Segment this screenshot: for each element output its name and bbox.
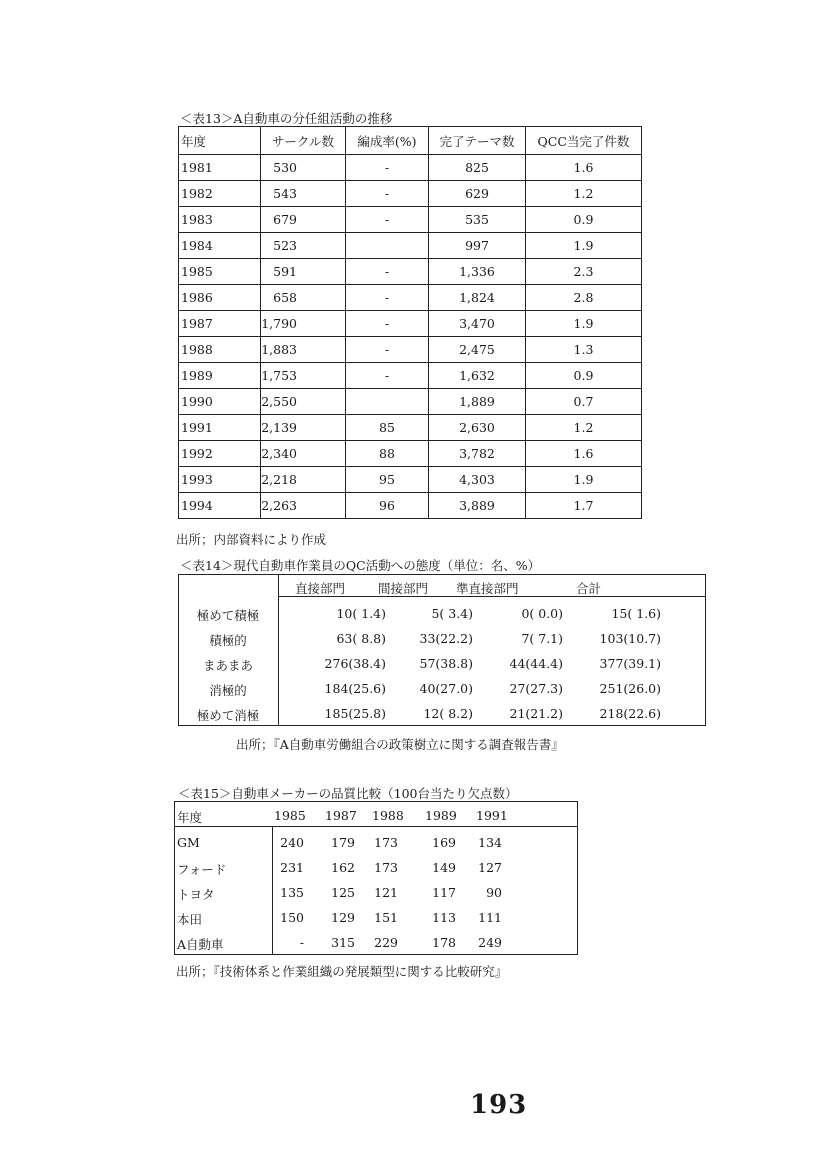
table15-row-label: フォード [177, 862, 227, 877]
table-cell: 377(39.1) [599, 656, 661, 671]
table-cell: 184(25.6) [324, 681, 386, 696]
page-number: 193 [470, 1090, 528, 1120]
table15-header-rule [174, 826, 577, 827]
table-cell: 162 [331, 860, 355, 875]
table13-header-themes: 完了テーマ数 [429, 127, 526, 155]
table-cell: 2,263 [261, 493, 346, 519]
table-cell: 1,753 [261, 363, 346, 389]
table14-row-label: 極めて消極 [196, 708, 260, 723]
table-cell: 1981 [179, 155, 261, 181]
table14-caption: ＜表14＞現代自動車作業員のQC活動への態度（単位：名、%） [180, 558, 541, 573]
table-cell: 591 [261, 259, 346, 285]
table-cell: 1,632 [429, 363, 526, 389]
table-cell: 535 [429, 207, 526, 233]
table-cell: 1,883 [261, 337, 346, 363]
table-cell: 111 [478, 910, 502, 925]
table-cell: 90 [486, 885, 502, 900]
table-cell: 0.9 [526, 363, 642, 389]
table-cell: 121 [374, 885, 398, 900]
table-cell: 63( 8.8) [336, 631, 386, 646]
table-cell: 88 [346, 441, 429, 467]
table-cell: 135 [280, 885, 304, 900]
table-cell: 1.7 [526, 493, 642, 519]
table-cell: 21(21.2) [509, 706, 563, 721]
table-cell: 15( 1.6) [611, 606, 661, 621]
table-cell: 1989 [179, 363, 261, 389]
table-cell: 1.6 [526, 441, 642, 467]
table-cell: 0( 0.0) [521, 606, 563, 621]
table-cell: 3,470 [429, 311, 526, 337]
table-cell: 2,630 [429, 415, 526, 441]
table-cell: 1.9 [526, 311, 642, 337]
table-row [179, 337, 642, 363]
table-cell: 7( 7.1) [521, 631, 563, 646]
table-cell: 229 [374, 935, 398, 950]
table-row [179, 207, 642, 233]
table-row [179, 467, 642, 493]
table-cell [346, 233, 429, 259]
table-row [179, 181, 642, 207]
table15-row-label: トヨタ [177, 887, 215, 902]
table14-row-label: 極めて積極 [196, 608, 260, 623]
table13-source: 出所；内部資料により作成 [176, 532, 327, 547]
table-cell: 1.9 [526, 467, 642, 493]
table-cell: 658 [261, 285, 346, 311]
table14-header-indirect: 間接部門 [378, 581, 429, 596]
table-cell: 825 [429, 155, 526, 181]
table-cell: 40(27.0) [419, 681, 473, 696]
table-cell: 117 [432, 885, 456, 900]
table-row [179, 155, 642, 181]
table-cell: 240 [280, 835, 304, 850]
table-cell: 523 [261, 233, 346, 259]
table-cell: 125 [331, 885, 355, 900]
table-row [179, 389, 642, 415]
table-cell: 85 [346, 415, 429, 441]
table-cell: - [346, 337, 429, 363]
table-cell: 96 [346, 493, 429, 519]
table13-header-circles: サークル数 [261, 127, 346, 155]
table-cell: 95 [346, 467, 429, 493]
table-cell: - [346, 311, 429, 337]
table-cell: 1993 [179, 467, 261, 493]
table-cell: 33(22.2) [419, 631, 473, 646]
table-cell: 0.9 [526, 207, 642, 233]
table14-header-total: 合計 [576, 581, 602, 596]
table-cell: - [346, 181, 429, 207]
table-cell: 1,889 [429, 389, 526, 415]
table-cell: 2,139 [261, 415, 346, 441]
table-cell: 3,782 [429, 441, 526, 467]
table-cell: 169 [432, 835, 456, 850]
table-cell: 1986 [179, 285, 261, 311]
table13-header-rate: 編成率(%) [346, 127, 429, 155]
table-cell: 276(38.4) [324, 656, 386, 671]
table-cell: 231 [280, 860, 304, 875]
table13-header-per-qcc: QCC当完了件数 [526, 127, 642, 155]
table15-header-1985: 1985 [274, 808, 306, 823]
table-cell: 103(10.7) [599, 631, 661, 646]
table-cell: 5( 3.4) [431, 606, 473, 621]
table13-caption: ＜表13＞A自動車の分任組活動の推移 [180, 111, 393, 126]
table-cell: - [299, 935, 304, 950]
table-cell: 315 [331, 935, 355, 950]
table-cell: 251(26.0) [599, 681, 661, 696]
table-cell: 1983 [179, 207, 261, 233]
table-cell: 1.6 [526, 155, 642, 181]
table-cell: 2.8 [526, 285, 642, 311]
table-cell: 2,550 [261, 389, 346, 415]
table-cell: 1.2 [526, 181, 642, 207]
table-cell: 1.9 [526, 233, 642, 259]
table-cell: 2.3 [526, 259, 642, 285]
table-row [179, 415, 642, 441]
table-cell: 127 [478, 860, 502, 875]
table-cell: 44(44.4) [509, 656, 563, 671]
table-cell: 10( 1.4) [336, 606, 386, 621]
table-cell: 4,303 [429, 467, 526, 493]
table-cell: 57(38.8) [419, 656, 473, 671]
table-cell: - [346, 155, 429, 181]
table15-header-year: 年度 [177, 810, 203, 825]
table-cell: 3,889 [429, 493, 526, 519]
table-cell: 27(27.3) [509, 681, 563, 696]
table-cell: 997 [429, 233, 526, 259]
table-row [179, 441, 642, 467]
table-cell: 1,336 [429, 259, 526, 285]
table-cell: 249 [478, 935, 502, 950]
table-row [179, 233, 642, 259]
table15-row-label: 本田 [177, 912, 203, 927]
table15-header-1991: 1991 [476, 808, 508, 823]
table-cell: 12( 8.2) [423, 706, 473, 721]
table-cell: 1994 [179, 493, 261, 519]
table15-row-label: A自動車 [177, 937, 224, 952]
table14-header-direct: 直接部門 [295, 581, 346, 596]
table15-row-label: GM [177, 835, 200, 850]
table-cell [346, 389, 429, 415]
table-cell: 2,218 [261, 467, 346, 493]
table-row [179, 311, 642, 337]
table-cell: 1987 [179, 311, 261, 337]
table-row [179, 285, 642, 311]
table-cell: 150 [280, 910, 304, 925]
table-row [179, 493, 642, 519]
table-row [179, 363, 642, 389]
table14-header-semi-direct: 準直接部門 [456, 581, 519, 596]
table-cell: - [346, 363, 429, 389]
table-cell: 679 [261, 207, 346, 233]
table15-source: 出所；『技術体系と作業組織の発展類型に関する比較研究』 [176, 964, 508, 979]
table-cell: - [346, 259, 429, 285]
table14-row-label: まあまあ [202, 658, 253, 673]
table15-caption: ＜表15＞自動車メーカーの品質比較（100台当たり欠点数） [178, 786, 518, 801]
table13 [178, 126, 642, 519]
table-cell: 173 [374, 860, 398, 875]
table14-source: 出所；『A自動車労働組合の政策樹立に関する調査報告書』 [236, 737, 564, 752]
table-cell: 149 [432, 860, 456, 875]
table-cell: 1992 [179, 441, 261, 467]
table15-header-1989: 1989 [425, 808, 457, 823]
table-cell: 530 [261, 155, 346, 181]
table-cell: 1991 [179, 415, 261, 441]
table-cell: 113 [432, 910, 456, 925]
table-cell: - [346, 285, 429, 311]
table-cell: 151 [374, 910, 398, 925]
table15-frame [174, 801, 578, 955]
table-cell: 1,790 [261, 311, 346, 337]
table15-header-1988: 1988 [372, 808, 404, 823]
table-cell: 218(22.6) [599, 706, 661, 721]
table-cell: 134 [478, 835, 502, 850]
table-cell: - [346, 207, 429, 233]
table15-header-1987: 1987 [325, 808, 357, 823]
table-cell: 1985 [179, 259, 261, 285]
table14-row-label: 積極的 [209, 633, 247, 648]
table-cell: 2,475 [429, 337, 526, 363]
table-cell: 0.7 [526, 389, 642, 415]
table-cell: 1990 [179, 389, 261, 415]
table-cell: 629 [429, 181, 526, 207]
table-row [179, 259, 642, 285]
table-cell: 2,340 [261, 441, 346, 467]
table-cell: 1,824 [429, 285, 526, 311]
table13-header-year: 年度 [179, 127, 261, 155]
table-cell: 1982 [179, 181, 261, 207]
table14-row-label: 消極的 [209, 683, 247, 698]
table-cell: 178 [432, 935, 456, 950]
table-cell: 1.3 [526, 337, 642, 363]
table-cell: 129 [331, 910, 355, 925]
table-cell: 1988 [179, 337, 261, 363]
table-cell: 543 [261, 181, 346, 207]
table-cell: 1.2 [526, 415, 642, 441]
table-cell: 179 [331, 835, 355, 850]
table-cell: 173 [374, 835, 398, 850]
table-cell: 185(25.8) [324, 706, 386, 721]
table13-header-row [179, 127, 642, 155]
table-cell: 1984 [179, 233, 261, 259]
